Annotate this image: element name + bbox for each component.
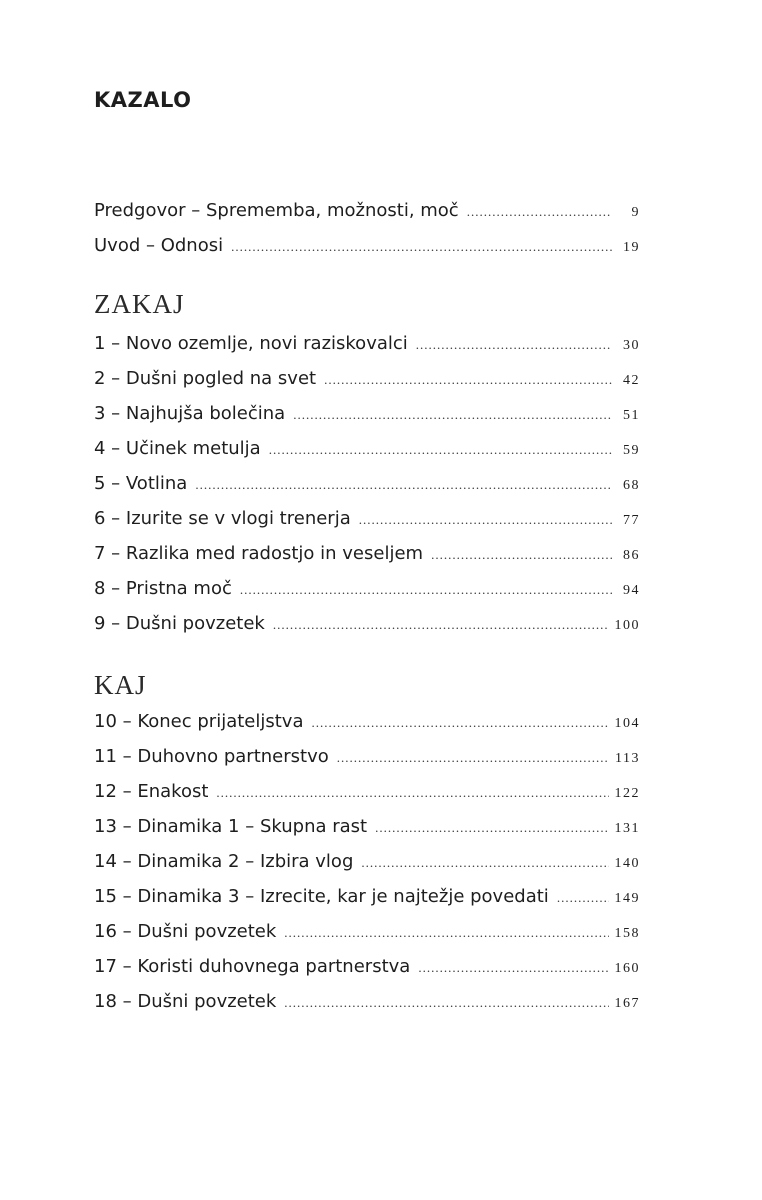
section-title-zakaj: ZAKAJ — [94, 289, 185, 319]
section-title-kaj: KAJ — [94, 670, 147, 700]
toc-entry-title: 4 – Učinek metulja — [94, 438, 261, 459]
toc-dot-leader — [231, 239, 612, 255]
toc-entry[interactable] — [94, 333, 640, 359]
toc-dot-leader — [324, 372, 612, 388]
toc-entry-title: 7 – Razlika med radostjo in veseljem — [94, 543, 424, 564]
toc-dot-leader — [240, 582, 612, 598]
toc-entry-page: 100 — [614, 618, 640, 633]
toc-entry-title: 11 – Duhovno partnerstvo — [94, 746, 329, 767]
toc-entry-page: 158 — [614, 926, 640, 941]
toc-dot-leader — [375, 820, 608, 836]
toc-entry-title: 12 – Enakost — [94, 781, 209, 802]
toc-entry-page: 160 — [614, 961, 640, 976]
toc-entry[interactable] — [94, 886, 640, 912]
toc-entry[interactable] — [94, 368, 640, 394]
toc-entry[interactable] — [94, 921, 640, 947]
toc-entry-page: 42 — [623, 373, 640, 388]
toc-dot-leader — [418, 960, 608, 976]
toc-entry-title: 18 – Dušni povzetek — [94, 991, 277, 1012]
toc-dot-leader — [361, 855, 608, 871]
page-title: KAZALO — [94, 88, 192, 112]
toc-entry-title: 2 – Dušni pogled na svet — [94, 368, 317, 389]
toc-entry-title: 14 – Dinamika 2 – Izbira vlog — [94, 851, 354, 872]
toc-entry[interactable] — [94, 473, 640, 499]
toc-entry-title: 13 – Dinamika 1 – Skupna rast — [94, 816, 368, 837]
toc-entry-title: 3 – Najhujša bolečina — [94, 403, 286, 424]
toc-entry-page: 59 — [623, 443, 640, 458]
toc-entry[interactable] — [94, 781, 640, 807]
toc-entry-page: 86 — [623, 548, 640, 563]
toc-entry[interactable] — [94, 711, 640, 737]
toc-dot-leader — [416, 337, 612, 353]
toc-entry[interactable] — [94, 991, 640, 1017]
toc-entry-page: 122 — [614, 786, 640, 801]
toc-entry-title: 17 – Koristi duhovnega partnerstva — [94, 956, 411, 977]
toc-dot-leader — [557, 890, 609, 906]
toc-entry-page: 51 — [623, 408, 640, 423]
toc-entry-title: 9 – Dušni povzetek — [94, 613, 265, 634]
toc-entry[interactable] — [94, 816, 640, 842]
toc-entry-title: 6 – Izurite se v vlogi trenerja — [94, 508, 351, 529]
toc-entry[interactable] — [94, 438, 640, 464]
toc-entry[interactable] — [94, 578, 640, 604]
toc-entry-title: 8 – Pristna moč — [94, 578, 232, 599]
toc-dot-leader — [273, 617, 609, 633]
toc-entry-page: 30 — [623, 338, 640, 353]
toc-dot-leader — [431, 547, 612, 563]
toc-entry-page: 113 — [615, 751, 640, 766]
toc-entry[interactable] — [94, 851, 640, 877]
toc-entry[interactable] — [94, 746, 640, 772]
toc-dot-leader — [284, 925, 608, 941]
toc-entry-title: 5 – Votlina — [94, 473, 188, 494]
toc-dot-leader — [467, 204, 612, 220]
toc-entry-predgovor[interactable] — [94, 200, 640, 226]
toc-entry-title: Uvod – Odnosi — [94, 235, 224, 256]
toc-entry-page: 149 — [614, 891, 640, 906]
toc-entry-title: 1 – Novo ozemlje, novi raziskovalci — [94, 333, 408, 354]
toc-dot-leader — [311, 715, 608, 731]
toc-entry-page: 167 — [614, 996, 640, 1011]
toc-entry[interactable] — [94, 613, 640, 639]
toc-entry-title: 16 – Dušni povzetek — [94, 921, 277, 942]
toc-entry-page: 68 — [623, 478, 640, 493]
toc-entry-title: Predgovor – Sprememba, možnosti, moč — [94, 200, 459, 221]
toc-entry-page: 77 — [623, 513, 640, 528]
toc-dot-leader — [269, 442, 612, 458]
toc-entry[interactable] — [94, 956, 640, 982]
toc-entry-page: 131 — [614, 821, 640, 836]
toc-dot-leader — [216, 785, 608, 801]
toc-entry-uvod[interactable] — [94, 235, 640, 261]
toc-entry-page: 9 — [631, 205, 640, 220]
toc-entry-title: 15 – Dinamika 3 – Izrecite, kar je najtežje povedati — [94, 886, 549, 907]
toc-dot-leader — [284, 995, 608, 1011]
toc-entry[interactable] — [94, 403, 640, 429]
toc-entry-page: 94 — [623, 583, 640, 598]
toc-entry-page: 19 — [623, 240, 640, 255]
toc-entry[interactable] — [94, 543, 640, 569]
toc-entry-page: 104 — [614, 716, 640, 731]
toc-entry[interactable] — [94, 508, 640, 534]
toc-entry-page: 140 — [614, 856, 640, 871]
toc-dot-leader — [359, 512, 612, 528]
toc-dot-leader — [195, 477, 612, 493]
toc-entry-title: 10 – Konec prijateljstva — [94, 711, 304, 732]
toc-dot-leader — [293, 407, 612, 423]
toc-dot-leader — [337, 750, 609, 766]
